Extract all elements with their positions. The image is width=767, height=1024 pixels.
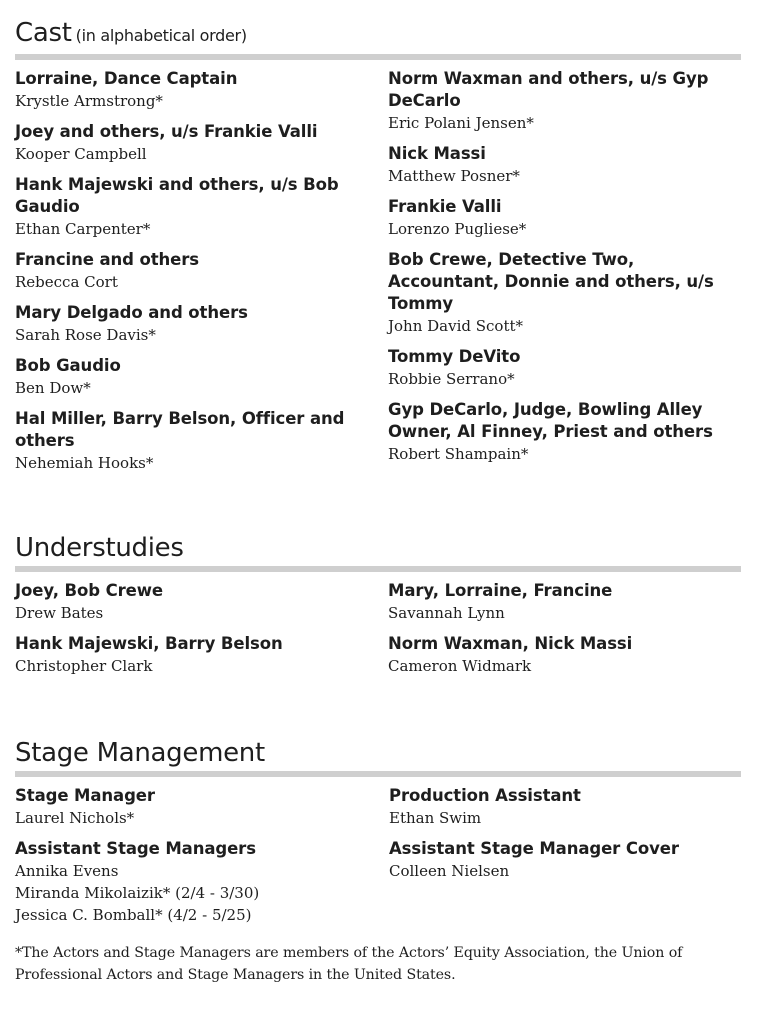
credit-performer: Drew Bates <box>15 604 104 622</box>
credit-role: Lorraine, Dance Captain <box>15 69 238 88</box>
cast-right-column <box>388 68 748 474</box>
stage-management-left-column <box>15 785 355 935</box>
credit-performer: Robert Shampain* <box>388 445 529 463</box>
credit-entry <box>15 174 355 240</box>
credit-entry <box>388 143 748 187</box>
credit-performer: Nehemiah Hooks* <box>15 454 154 472</box>
credit-performer: Laurel Nichols* <box>15 809 135 827</box>
cast-left-column <box>15 68 355 483</box>
credit-role: Gyp DeCarlo, Judge, Bowling Alley Owner, Al Finney, Priest and others <box>388 400 713 441</box>
credit-entry <box>15 408 355 474</box>
credit-entry <box>15 249 355 293</box>
credit-entry <box>388 346 748 390</box>
credit-role: Hank Majewski, Barry Belson <box>15 634 283 653</box>
credit-performer: Kooper Campbell <box>15 145 147 163</box>
credit-performer: Eric Polani Jensen* <box>388 114 534 132</box>
credit-performer: Krystle Armstrong* <box>15 92 163 110</box>
cast-subtitle: (in alphabetical order) <box>75 26 247 45</box>
credit-performer: Jessica C. Bomball* (4/2 - 5/25) <box>15 906 252 924</box>
stage-management-divider <box>15 771 741 777</box>
credit-performer: Ethan Carpenter* <box>15 220 151 238</box>
credit-entry <box>388 633 748 677</box>
cast-heading <box>15 18 741 51</box>
understudies-section <box>15 533 741 675</box>
stage-management-right-column <box>389 785 749 891</box>
credit-performer: Rebecca Cort <box>15 273 118 291</box>
cast-section <box>15 18 741 472</box>
credit-role: Mary, Lorraine, Francine <box>388 581 613 600</box>
credit-role: Frankie Valli <box>388 197 502 216</box>
cast-divider <box>15 54 741 60</box>
credit-entry <box>15 785 355 829</box>
credit-role: Bob Crewe, Detective Two, Accountant, Donnie and others, u/s Tommy <box>388 250 714 313</box>
credit-performer: John David Scott* <box>388 317 524 335</box>
credit-entry <box>389 838 749 882</box>
credit-performer: Robbie Serrano* <box>388 370 515 388</box>
credit-entry <box>15 633 355 677</box>
credit-role: Hank Majewski and others, u/s Bob Gaudio <box>15 175 339 216</box>
credit-entry <box>388 580 748 624</box>
credit-role: Assistant Stage Manager Cover <box>389 839 679 858</box>
credit-performer: Sarah Rose Davis* <box>15 326 156 344</box>
credit-role: Norm Waxman, Nick Massi <box>388 634 633 653</box>
credit-role: Stage Manager <box>15 786 155 805</box>
credit-performer: Cameron Widmark <box>388 657 532 675</box>
credit-entry <box>15 68 355 112</box>
credit-role: Production Assistant <box>389 786 581 805</box>
credit-entry <box>389 785 749 829</box>
credit-role: Francine and others <box>15 250 200 269</box>
stage-management-section <box>15 738 741 924</box>
credit-performer: Ben Dow* <box>15 379 91 397</box>
equity-footnote: *The Actors and Stage Managers are members of the Actors’ Equity Association, the Union of Professional Actors and Stage Managers in the United States. <box>15 945 683 983</box>
credit-entry <box>388 68 748 134</box>
credit-role: Mary Delgado and others <box>15 303 248 322</box>
understudies-left-column <box>15 580 355 686</box>
credit-entry <box>388 196 748 240</box>
credit-role: Hal Miller, Barry Belson, Officer and others <box>15 409 345 450</box>
stage-management-heading: Stage Management <box>15 738 265 768</box>
credit-performer: Lorenzo Pugliese* <box>388 220 527 238</box>
credit-performer: Savannah Lynn <box>388 604 505 622</box>
credit-entry <box>15 580 355 624</box>
credit-entry <box>15 302 355 346</box>
credit-entry <box>15 355 355 399</box>
credit-performer: Christopher Clark <box>15 657 153 675</box>
understudies-right-column <box>388 580 748 686</box>
credit-role: Assistant Stage Managers <box>15 839 256 858</box>
credit-role: Joey, Bob Crewe <box>15 581 163 600</box>
credit-entry <box>15 838 355 926</box>
credit-entry <box>15 121 355 165</box>
cast-title: Cast <box>15 18 72 48</box>
credit-entry <box>388 399 748 465</box>
credit-performer: Colleen Nielsen <box>389 862 510 880</box>
credit-performer: Miranda Mikolaizik* (2/4 - 3/30) <box>15 884 260 902</box>
credit-role: Tommy DeVito <box>388 347 521 366</box>
understudies-heading: Understudies <box>15 533 184 563</box>
credit-performer: Ethan Swim <box>389 809 482 827</box>
credit-performer: Annika Evens <box>15 862 119 880</box>
understudies-divider <box>15 566 741 572</box>
credit-role: Joey and others, u/s Frankie Valli <box>15 122 318 141</box>
credit-entry <box>388 249 748 337</box>
credit-performer: Matthew Posner* <box>388 167 520 185</box>
credit-role: Bob Gaudio <box>15 356 121 375</box>
credit-role: Norm Waxman and others, u/s Gyp DeCarlo <box>388 69 709 110</box>
credit-role: Nick Massi <box>388 144 486 163</box>
